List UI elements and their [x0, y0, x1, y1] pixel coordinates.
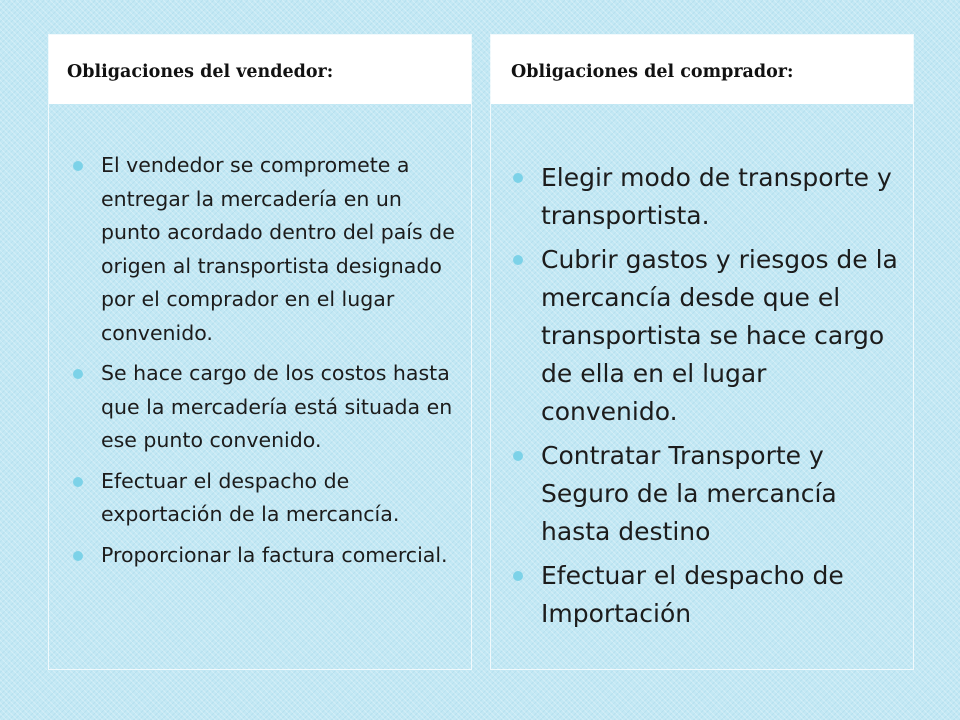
bullet-dot-icon [73, 551, 83, 561]
list-item-text: Elegir modo de transporte y transportista. [541, 163, 892, 230]
bullet-dot-icon [73, 477, 83, 487]
bullet-dot-icon [513, 571, 523, 581]
list-item [541, 159, 907, 235]
list-item [101, 357, 465, 458]
list-item [101, 149, 465, 350]
list-item [101, 539, 465, 573]
buyer-obligations-column [490, 34, 914, 670]
list-item [541, 437, 907, 551]
list-item [101, 465, 465, 532]
bullet-dot-icon [513, 451, 523, 461]
seller-obligations-list [49, 149, 471, 579]
bullet-dot-icon [73, 161, 83, 171]
buyer-obligations-list [491, 159, 913, 639]
bullet-dot-icon [513, 255, 523, 265]
list-item-text: Efectuar el despacho de Importación [541, 561, 844, 628]
seller-header: Obligaciones del vendedor: [49, 35, 471, 104]
seller-obligations-column [48, 34, 472, 670]
bullet-dot-icon [73, 369, 83, 379]
list-item-text: Efectuar el despacho de exportación de la mercancía. [101, 468, 400, 526]
list-item [541, 557, 907, 633]
list-item-text: El vendedor se compromete a entregar la mercadería en un punto acordado dentro del país de origen al transportista designado por el comprador en el lugar convenido. [101, 153, 455, 345]
list-item-text: Contratar Transporte y Seguro de la mercancía hasta destino [541, 441, 837, 546]
list-item-text: Se hace cargo de los costos hasta que la mercadería está situada en ese punto convenido. [101, 361, 453, 452]
bullet-dot-icon [513, 173, 523, 183]
list-item-text: Cubrir gastos y riesgos de la mercancía desde que el transportista se hace cargo de ella en el lugar convenido. [541, 245, 898, 426]
list-item [541, 241, 907, 431]
list-item-text: Proporcionar la factura comercial. [101, 542, 448, 567]
buyer-header: Obligaciones del comprador: [491, 35, 913, 104]
